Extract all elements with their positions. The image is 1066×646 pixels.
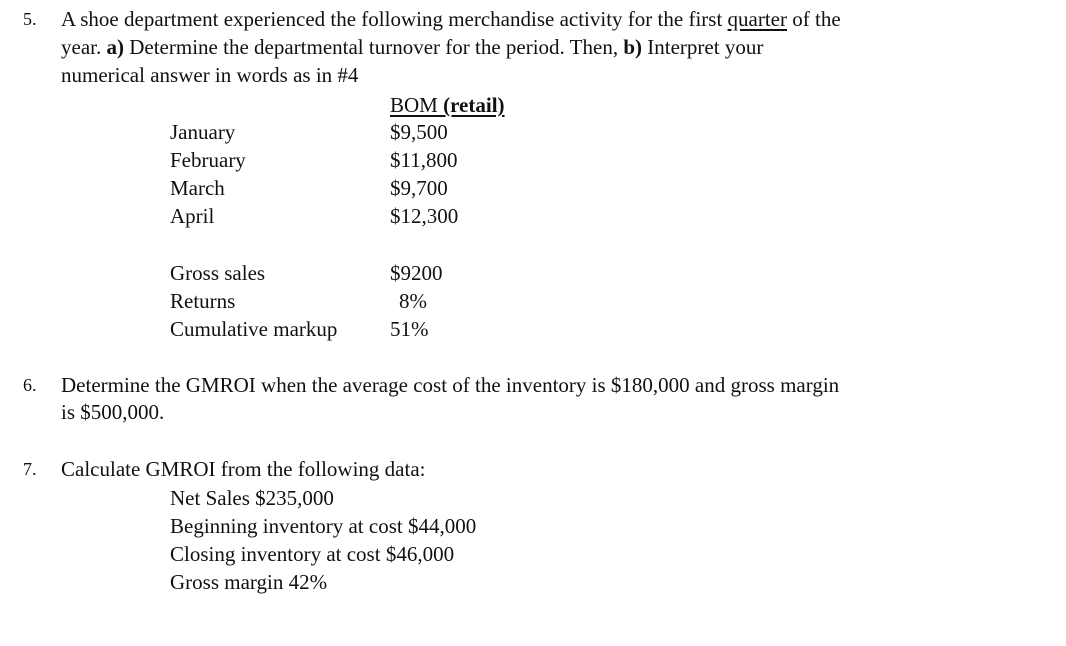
month-label: February (170, 148, 246, 172)
part-a-text: Determine the departmental turnover for the period. Then, (123, 35, 624, 59)
month-label: April (170, 204, 215, 228)
question-7-line-1: Calculate GMROI from the following data: (61, 457, 426, 481)
fact-label: Returns (170, 289, 236, 313)
question-5-text: of the (787, 7, 841, 31)
fact-label: Cumulative markup (170, 317, 338, 341)
part-a-label: a) (106, 35, 124, 59)
question-6-line-1: Determine the GMROI when the average cost of the inventory is $180,000 and gross margin (61, 373, 840, 397)
question-5-text: year. (61, 35, 107, 59)
bom-value: $11,800 (390, 148, 458, 172)
question-5-text: A shoe department experienced the following merchandise activity for the first (61, 7, 728, 31)
part-b-label: b) (623, 35, 643, 59)
underlined-word-quarter: quarter (727, 7, 787, 31)
bom-value: $12,300 (390, 204, 459, 228)
question-5-line-3: numerical answer in words as in #4 (61, 63, 359, 87)
data-item: Beginning inventory at cost $44,000 (170, 514, 477, 538)
bom-header-bold: (retail) (443, 93, 505, 117)
fact-label: Gross sales (170, 261, 266, 285)
fact-value: 51% (390, 317, 429, 341)
question-5-line-1 (61, 9, 841, 30)
data-item: Net Sales $235,000 (170, 486, 334, 510)
month-label: March (170, 176, 225, 200)
question-7-number: 7. (23, 459, 37, 479)
data-item: Closing inventory at cost $46,000 (170, 542, 455, 566)
bom-column-header (390, 95, 505, 116)
question-6-line-2: is $500,000. (61, 400, 165, 424)
month-label: January (170, 120, 236, 144)
fact-value: 8% (399, 289, 427, 313)
question-5-number: 5. (23, 9, 37, 29)
part-b-text: Interpret your (642, 35, 764, 59)
fact-value: $9200 (390, 261, 443, 285)
data-item: Gross margin 42% (170, 570, 328, 594)
question-5-line-2 (61, 37, 763, 58)
question-6-number: 6. (23, 375, 37, 395)
bom-value: $9,700 (390, 176, 448, 200)
bom-value: $9,500 (390, 120, 448, 144)
bom-header-plain: BOM (390, 93, 444, 117)
